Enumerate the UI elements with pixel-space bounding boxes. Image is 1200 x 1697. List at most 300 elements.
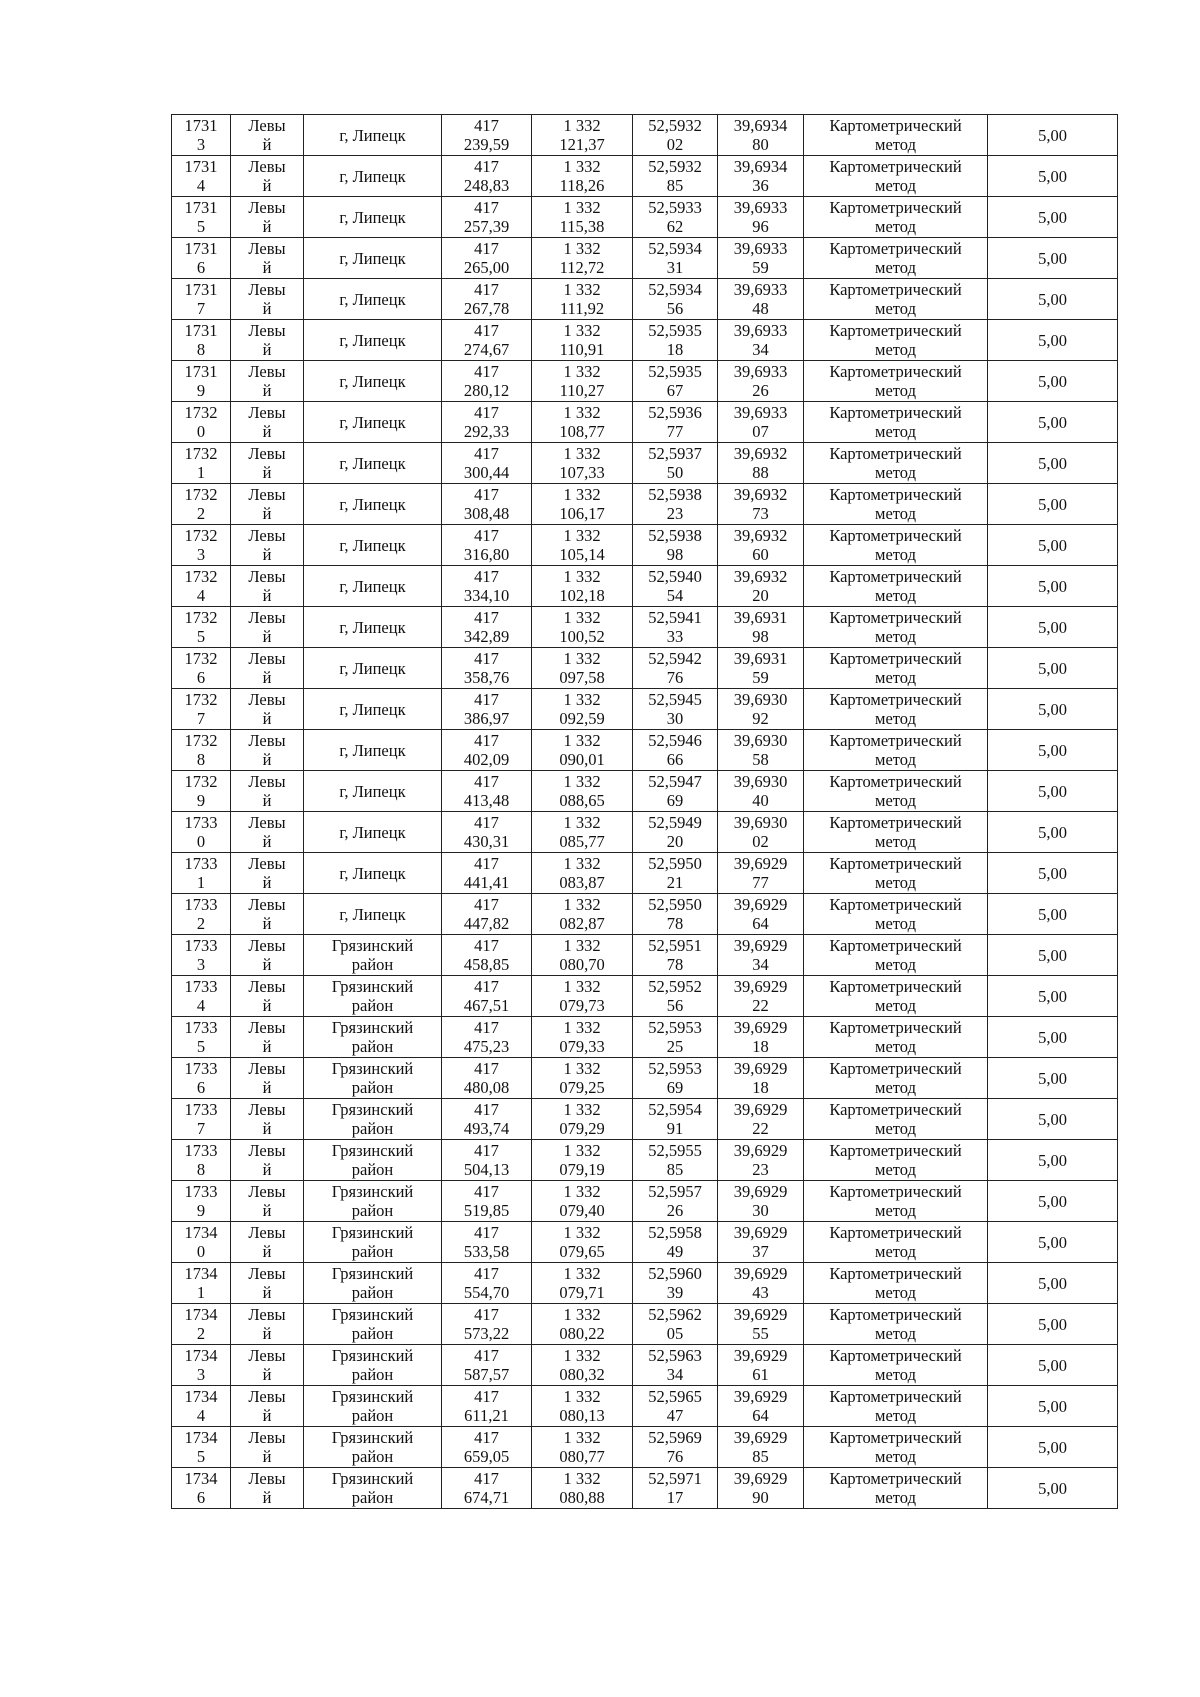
latitude-cell bbox=[633, 115, 718, 156]
y-coordinate-cell bbox=[532, 525, 633, 566]
side-cell-text: Левы й bbox=[248, 1264, 286, 1302]
longitude-cell bbox=[718, 566, 804, 607]
method-cell bbox=[804, 115, 988, 156]
y-coordinate-cell bbox=[532, 1099, 633, 1140]
longitude-cell bbox=[718, 320, 804, 361]
method-cell-text: Картометрический метод bbox=[829, 936, 962, 974]
side-cell bbox=[231, 1099, 304, 1140]
accuracy-cell-text: 5,00 bbox=[1038, 207, 1067, 227]
district-cell bbox=[304, 607, 442, 648]
longitude-cell-text: 39,6929 64 bbox=[733, 1387, 788, 1425]
latitude-cell bbox=[633, 935, 718, 976]
latitude-cell bbox=[633, 1222, 718, 1263]
accuracy-cell bbox=[988, 853, 1118, 894]
method-cell bbox=[804, 894, 988, 935]
method-cell-text: Картометрический метод bbox=[829, 1018, 962, 1056]
x-coordinate-cell bbox=[442, 607, 532, 648]
side-cell bbox=[231, 402, 304, 443]
side-cell bbox=[231, 443, 304, 484]
latitude-cell bbox=[633, 1140, 718, 1181]
accuracy-cell-text: 5,00 bbox=[1038, 1150, 1067, 1170]
district-cell-text: г, Липецк bbox=[339, 822, 406, 842]
district-cell-text: г, Липецк bbox=[339, 617, 406, 637]
accuracy-cell-text: 5,00 bbox=[1038, 1396, 1067, 1416]
method-cell-text: Картометрический метод bbox=[829, 280, 962, 318]
table-row bbox=[172, 1345, 1118, 1386]
district-cell-text: Грязинский район bbox=[331, 1223, 414, 1261]
longitude-cell-text: 39,6929 77 bbox=[733, 854, 788, 892]
accuracy-cell bbox=[988, 607, 1118, 648]
district-cell bbox=[304, 1345, 442, 1386]
table-row bbox=[172, 1058, 1118, 1099]
x-coordinate-cell-text: 417 458,85 bbox=[463, 936, 510, 974]
y-coordinate-cell-text: 1 332 092,59 bbox=[559, 690, 605, 728]
district-cell bbox=[304, 1017, 442, 1058]
district-cell-text: г, Липецк bbox=[339, 371, 406, 391]
table-row bbox=[172, 1222, 1118, 1263]
accuracy-cell-text: 5,00 bbox=[1038, 166, 1067, 186]
latitude-cell-text: 52,5950 21 bbox=[648, 854, 702, 892]
longitude-cell-text: 39,6930 40 bbox=[733, 772, 788, 810]
x-coordinate-cell bbox=[442, 1017, 532, 1058]
accuracy-cell-text: 5,00 bbox=[1038, 658, 1067, 678]
latitude-cell bbox=[633, 1099, 718, 1140]
point-number-cell bbox=[172, 1304, 231, 1345]
x-coordinate-cell-text: 417 573,22 bbox=[463, 1305, 510, 1343]
side-cell-text: Левы й bbox=[248, 1018, 286, 1056]
side-cell bbox=[231, 156, 304, 197]
latitude-cell bbox=[633, 525, 718, 566]
side-cell-text: Левы й bbox=[248, 1387, 286, 1425]
point-number-cell-text: 1731 5 bbox=[184, 198, 218, 236]
accuracy-cell bbox=[988, 525, 1118, 566]
accuracy-cell bbox=[988, 730, 1118, 771]
y-coordinate-cell bbox=[532, 156, 633, 197]
method-cell-text: Картометрический метод bbox=[829, 1305, 962, 1343]
latitude-cell-text: 52,5963 34 bbox=[648, 1346, 702, 1384]
y-coordinate-cell bbox=[532, 1181, 633, 1222]
latitude-cell bbox=[633, 1263, 718, 1304]
latitude-cell bbox=[633, 648, 718, 689]
district-cell-text: Грязинский район bbox=[331, 1264, 414, 1302]
method-cell bbox=[804, 771, 988, 812]
method-cell-text: Картометрический метод bbox=[829, 1346, 962, 1384]
district-cell bbox=[304, 730, 442, 771]
method-cell bbox=[804, 1058, 988, 1099]
method-cell bbox=[804, 1427, 988, 1468]
accuracy-cell bbox=[988, 1263, 1118, 1304]
accuracy-cell-text: 5,00 bbox=[1038, 863, 1067, 883]
x-coordinate-cell-text: 417 334,10 bbox=[463, 567, 510, 605]
point-number-cell bbox=[172, 320, 231, 361]
table-row bbox=[172, 279, 1118, 320]
district-cell-text: Грязинский район bbox=[331, 1346, 414, 1384]
method-cell-text: Картометрический метод bbox=[829, 690, 962, 728]
table-row bbox=[172, 156, 1118, 197]
point-number-cell-text: 1734 6 bbox=[184, 1469, 218, 1507]
table-row bbox=[172, 361, 1118, 402]
point-number-cell bbox=[172, 1181, 231, 1222]
district-cell bbox=[304, 1222, 442, 1263]
x-coordinate-cell bbox=[442, 771, 532, 812]
latitude-cell-text: 52,5938 23 bbox=[648, 485, 702, 523]
latitude-cell bbox=[633, 1058, 718, 1099]
longitude-cell-text: 39,6932 88 bbox=[733, 444, 788, 482]
longitude-cell bbox=[718, 238, 804, 279]
district-cell-text: г, Липецк bbox=[339, 494, 406, 514]
method-cell bbox=[804, 1304, 988, 1345]
method-cell bbox=[804, 279, 988, 320]
longitude-cell bbox=[718, 1386, 804, 1427]
longitude-cell-text: 39,6929 22 bbox=[733, 977, 788, 1015]
table-row bbox=[172, 484, 1118, 525]
side-cell bbox=[231, 689, 304, 730]
y-coordinate-cell bbox=[532, 443, 633, 484]
y-coordinate-cell bbox=[532, 1468, 633, 1509]
latitude-cell bbox=[633, 279, 718, 320]
latitude-cell-text: 52,5957 26 bbox=[648, 1182, 702, 1220]
district-cell bbox=[304, 402, 442, 443]
latitude-cell-text: 52,5949 20 bbox=[648, 813, 702, 851]
latitude-cell-text: 52,5934 31 bbox=[648, 239, 702, 277]
side-cell bbox=[231, 1427, 304, 1468]
accuracy-cell-text: 5,00 bbox=[1038, 494, 1067, 514]
longitude-cell-text: 39,6933 26 bbox=[733, 362, 788, 400]
district-cell bbox=[304, 853, 442, 894]
district-cell bbox=[304, 566, 442, 607]
side-cell bbox=[231, 607, 304, 648]
latitude-cell bbox=[633, 1181, 718, 1222]
district-cell-text: Грязинский район bbox=[331, 1305, 414, 1343]
longitude-cell bbox=[718, 361, 804, 402]
x-coordinate-cell-text: 417 316,80 bbox=[463, 526, 510, 564]
side-cell bbox=[231, 525, 304, 566]
district-cell-text: г, Липецк bbox=[339, 330, 406, 350]
point-number-cell-text: 1732 2 bbox=[184, 485, 218, 523]
x-coordinate-cell bbox=[442, 238, 532, 279]
x-coordinate-cell bbox=[442, 1263, 532, 1304]
side-cell-text: Левы й bbox=[248, 608, 286, 646]
latitude-cell-text: 52,5938 98 bbox=[648, 526, 702, 564]
y-coordinate-cell-text: 1 332 080,88 bbox=[559, 1469, 605, 1507]
district-cell-text: Грязинский район bbox=[331, 1182, 414, 1220]
x-coordinate-cell bbox=[442, 197, 532, 238]
side-cell bbox=[231, 1304, 304, 1345]
side-cell-text: Левы й bbox=[248, 1428, 286, 1466]
y-coordinate-cell-text: 1 332 079,29 bbox=[559, 1100, 605, 1138]
point-number-cell bbox=[172, 1140, 231, 1181]
latitude-cell-text: 52,5946 66 bbox=[648, 731, 702, 769]
latitude-cell-text: 52,5935 67 bbox=[648, 362, 702, 400]
district-cell bbox=[304, 156, 442, 197]
accuracy-cell-text: 5,00 bbox=[1038, 371, 1067, 391]
longitude-cell bbox=[718, 812, 804, 853]
longitude-cell-text: 39,6933 34 bbox=[733, 321, 788, 359]
x-coordinate-cell-text: 417 430,31 bbox=[463, 813, 510, 851]
longitude-cell bbox=[718, 156, 804, 197]
longitude-cell-text: 39,6933 48 bbox=[733, 280, 788, 318]
point-number-cell-text: 1732 0 bbox=[184, 403, 218, 441]
district-cell bbox=[304, 812, 442, 853]
x-coordinate-cell bbox=[442, 689, 532, 730]
accuracy-cell bbox=[988, 1222, 1118, 1263]
point-number-cell-text: 1732 4 bbox=[184, 567, 218, 605]
table-row bbox=[172, 730, 1118, 771]
longitude-cell-text: 39,6930 58 bbox=[733, 731, 788, 769]
point-number-cell bbox=[172, 1058, 231, 1099]
table-row bbox=[172, 976, 1118, 1017]
district-cell-text: Грязинский район bbox=[331, 1428, 414, 1466]
side-cell bbox=[231, 976, 304, 1017]
side-cell bbox=[231, 238, 304, 279]
y-coordinate-cell-text: 1 332 090,01 bbox=[559, 731, 605, 769]
latitude-cell bbox=[633, 1017, 718, 1058]
point-number-cell-text: 1731 7 bbox=[184, 280, 218, 318]
table-row bbox=[172, 689, 1118, 730]
longitude-cell-text: 39,6929 34 bbox=[733, 936, 788, 974]
latitude-cell-text: 52,5941 33 bbox=[648, 608, 702, 646]
accuracy-cell bbox=[988, 1058, 1118, 1099]
point-number-cell-text: 1731 4 bbox=[184, 157, 218, 195]
method-cell bbox=[804, 1099, 988, 1140]
latitude-cell-text: 52,5936 77 bbox=[648, 403, 702, 441]
y-coordinate-cell-text: 1 332 079,71 bbox=[559, 1264, 605, 1302]
y-coordinate-cell bbox=[532, 1222, 633, 1263]
longitude-cell bbox=[718, 1427, 804, 1468]
x-coordinate-cell bbox=[442, 935, 532, 976]
side-cell bbox=[231, 935, 304, 976]
district-cell-text: Грязинский район bbox=[331, 1059, 414, 1097]
district-cell bbox=[304, 443, 442, 484]
district-cell bbox=[304, 689, 442, 730]
x-coordinate-cell bbox=[442, 1058, 532, 1099]
longitude-cell-text: 39,6929 85 bbox=[733, 1428, 788, 1466]
point-number-cell-text: 1733 3 bbox=[184, 936, 218, 974]
x-coordinate-cell bbox=[442, 1386, 532, 1427]
y-coordinate-cell-text: 1 332 088,65 bbox=[559, 772, 605, 810]
point-number-cell-text: 1732 6 bbox=[184, 649, 218, 687]
latitude-cell-text: 52,5932 02 bbox=[648, 116, 702, 154]
method-cell-text: Картометрический метод bbox=[829, 1059, 962, 1097]
side-cell bbox=[231, 853, 304, 894]
district-cell-text: г, Липецк bbox=[339, 412, 406, 432]
x-coordinate-cell-text: 417 611,21 bbox=[464, 1387, 509, 1425]
point-number-cell-text: 1732 3 bbox=[184, 526, 218, 564]
accuracy-cell bbox=[988, 361, 1118, 402]
y-coordinate-cell-text: 1 332 118,26 bbox=[559, 157, 605, 195]
method-cell bbox=[804, 1140, 988, 1181]
point-number-cell bbox=[172, 156, 231, 197]
district-cell-text: Грязинский район bbox=[331, 1018, 414, 1056]
point-number-cell bbox=[172, 1468, 231, 1509]
latitude-cell-text: 52,5965 47 bbox=[648, 1387, 702, 1425]
accuracy-cell-text: 5,00 bbox=[1038, 535, 1067, 555]
y-coordinate-cell-text: 1 332 079,73 bbox=[559, 977, 605, 1015]
longitude-cell bbox=[718, 197, 804, 238]
district-cell bbox=[304, 1427, 442, 1468]
longitude-cell-text: 39,6929 64 bbox=[733, 895, 788, 933]
method-cell-text: Картометрический метод bbox=[829, 813, 962, 851]
latitude-cell-text: 52,5953 25 bbox=[648, 1018, 702, 1056]
method-cell bbox=[804, 484, 988, 525]
latitude-cell-text: 52,5971 17 bbox=[648, 1469, 702, 1507]
method-cell bbox=[804, 689, 988, 730]
latitude-cell bbox=[633, 1386, 718, 1427]
accuracy-cell-text: 5,00 bbox=[1038, 1191, 1067, 1211]
side-cell-text: Левы й bbox=[248, 321, 286, 359]
accuracy-cell-text: 5,00 bbox=[1038, 945, 1067, 965]
y-coordinate-cell-text: 1 332 079,40 bbox=[559, 1182, 605, 1220]
y-coordinate-cell-text: 1 332 080,13 bbox=[559, 1387, 605, 1425]
side-cell-text: Левы й bbox=[248, 1346, 286, 1384]
accuracy-cell bbox=[988, 156, 1118, 197]
side-cell-text: Левы й bbox=[248, 690, 286, 728]
x-coordinate-cell-text: 417 475,23 bbox=[463, 1018, 510, 1056]
district-cell bbox=[304, 238, 442, 279]
method-cell bbox=[804, 238, 988, 279]
side-cell-text: Левы й bbox=[248, 157, 286, 195]
table-row bbox=[172, 1304, 1118, 1345]
point-number-cell-text: 1733 8 bbox=[184, 1141, 218, 1179]
accuracy-cell-text: 5,00 bbox=[1038, 453, 1067, 473]
district-cell bbox=[304, 197, 442, 238]
side-cell-text: Левы й bbox=[248, 1100, 286, 1138]
table-row bbox=[172, 1181, 1118, 1222]
longitude-cell-text: 39,6930 02 bbox=[733, 813, 788, 851]
side-cell bbox=[231, 771, 304, 812]
accuracy-cell bbox=[988, 1099, 1118, 1140]
point-number-cell-text: 1734 5 bbox=[184, 1428, 218, 1466]
x-coordinate-cell bbox=[442, 566, 532, 607]
point-number-cell bbox=[172, 1099, 231, 1140]
accuracy-cell bbox=[988, 812, 1118, 853]
side-cell-text: Левы й bbox=[248, 936, 286, 974]
method-cell-text: Картометрический метод bbox=[829, 321, 962, 359]
point-number-cell-text: 1733 7 bbox=[184, 1100, 218, 1138]
latitude-cell bbox=[633, 771, 718, 812]
district-cell-text: г, Липецк bbox=[339, 863, 406, 883]
y-coordinate-cell bbox=[532, 771, 633, 812]
point-number-cell-text: 1732 7 bbox=[184, 690, 218, 728]
longitude-cell bbox=[718, 894, 804, 935]
x-coordinate-cell-text: 417 674,71 bbox=[463, 1469, 510, 1507]
table-row bbox=[172, 894, 1118, 935]
x-coordinate-cell-text: 417 280,12 bbox=[463, 362, 510, 400]
method-cell bbox=[804, 812, 988, 853]
side-cell-text: Левы й bbox=[248, 403, 286, 441]
y-coordinate-cell bbox=[532, 402, 633, 443]
district-cell-text: г, Липецк bbox=[339, 207, 406, 227]
latitude-cell bbox=[633, 1468, 718, 1509]
side-cell-text: Левы й bbox=[248, 116, 286, 154]
accuracy-cell bbox=[988, 238, 1118, 279]
district-cell-text: г, Липецк bbox=[339, 453, 406, 473]
point-number-cell-text: 1733 6 bbox=[184, 1059, 218, 1097]
side-cell-text: Левы й bbox=[248, 485, 286, 523]
accuracy-cell-text: 5,00 bbox=[1038, 1273, 1067, 1293]
longitude-cell bbox=[718, 1263, 804, 1304]
y-coordinate-cell bbox=[532, 976, 633, 1017]
longitude-cell bbox=[718, 443, 804, 484]
district-cell-text: Грязинский район bbox=[331, 936, 414, 974]
point-number-cell bbox=[172, 402, 231, 443]
table-row bbox=[172, 648, 1118, 689]
method-cell bbox=[804, 525, 988, 566]
longitude-cell bbox=[718, 935, 804, 976]
y-coordinate-cell-text: 1 332 085,77 bbox=[559, 813, 605, 851]
y-coordinate-cell-text: 1 332 080,70 bbox=[559, 936, 605, 974]
longitude-cell-text: 39,6929 43 bbox=[733, 1264, 788, 1302]
x-coordinate-cell bbox=[442, 320, 532, 361]
x-coordinate-cell bbox=[442, 812, 532, 853]
latitude-cell bbox=[633, 484, 718, 525]
point-number-cell-text: 1733 1 bbox=[184, 854, 218, 892]
x-coordinate-cell bbox=[442, 1468, 532, 1509]
district-cell-text: г, Липецк bbox=[339, 740, 406, 760]
district-cell bbox=[304, 115, 442, 156]
district-cell bbox=[304, 648, 442, 689]
accuracy-cell bbox=[988, 1304, 1118, 1345]
y-coordinate-cell bbox=[532, 648, 633, 689]
table-row bbox=[172, 402, 1118, 443]
method-cell-text: Картометрический метод bbox=[829, 362, 962, 400]
table-row bbox=[172, 1017, 1118, 1058]
method-cell-text: Картометрический метод bbox=[829, 977, 962, 1015]
district-cell-text: г, Липецк bbox=[339, 904, 406, 924]
method-cell-text: Картометрический метод bbox=[829, 1141, 962, 1179]
side-cell bbox=[231, 1222, 304, 1263]
accuracy-cell-text: 5,00 bbox=[1038, 576, 1067, 596]
latitude-cell-text: 52,5933 62 bbox=[648, 198, 702, 236]
y-coordinate-cell-text: 1 332 097,58 bbox=[559, 649, 605, 687]
district-cell bbox=[304, 935, 442, 976]
y-coordinate-cell-text: 1 332 080,32 bbox=[559, 1346, 605, 1384]
point-number-cell-text: 1733 4 bbox=[184, 977, 218, 1015]
table-row bbox=[172, 1386, 1118, 1427]
side-cell bbox=[231, 197, 304, 238]
y-coordinate-cell bbox=[532, 853, 633, 894]
table-row bbox=[172, 812, 1118, 853]
longitude-cell bbox=[718, 279, 804, 320]
method-cell bbox=[804, 730, 988, 771]
longitude-cell bbox=[718, 1222, 804, 1263]
x-coordinate-cell-text: 417 292,33 bbox=[463, 403, 510, 441]
table-row bbox=[172, 115, 1118, 156]
longitude-cell bbox=[718, 525, 804, 566]
method-cell bbox=[804, 443, 988, 484]
table-body bbox=[172, 115, 1118, 1509]
longitude-cell-text: 39,6929 61 bbox=[733, 1346, 788, 1384]
accuracy-cell bbox=[988, 771, 1118, 812]
method-cell-text: Картометрический метод bbox=[829, 403, 962, 441]
y-coordinate-cell-text: 1 332 083,87 bbox=[559, 854, 605, 892]
x-coordinate-cell-text: 417 533,58 bbox=[463, 1223, 510, 1261]
y-coordinate-cell-text: 1 332 107,33 bbox=[559, 444, 605, 482]
latitude-cell-text: 52,5932 85 bbox=[648, 157, 702, 195]
y-coordinate-cell-text: 1 332 106,17 bbox=[559, 485, 605, 523]
point-number-cell bbox=[172, 197, 231, 238]
table-row bbox=[172, 197, 1118, 238]
method-cell-text: Картометрический метод bbox=[829, 526, 962, 564]
district-cell-text: Грязинский район bbox=[331, 977, 414, 1015]
accuracy-cell bbox=[988, 320, 1118, 361]
x-coordinate-cell bbox=[442, 853, 532, 894]
x-coordinate-cell-text: 417 493,74 bbox=[463, 1100, 510, 1138]
y-coordinate-cell-text: 1 332 082,87 bbox=[559, 895, 605, 933]
latitude-cell-text: 52,5934 56 bbox=[648, 280, 702, 318]
x-coordinate-cell bbox=[442, 1427, 532, 1468]
district-cell bbox=[304, 1058, 442, 1099]
